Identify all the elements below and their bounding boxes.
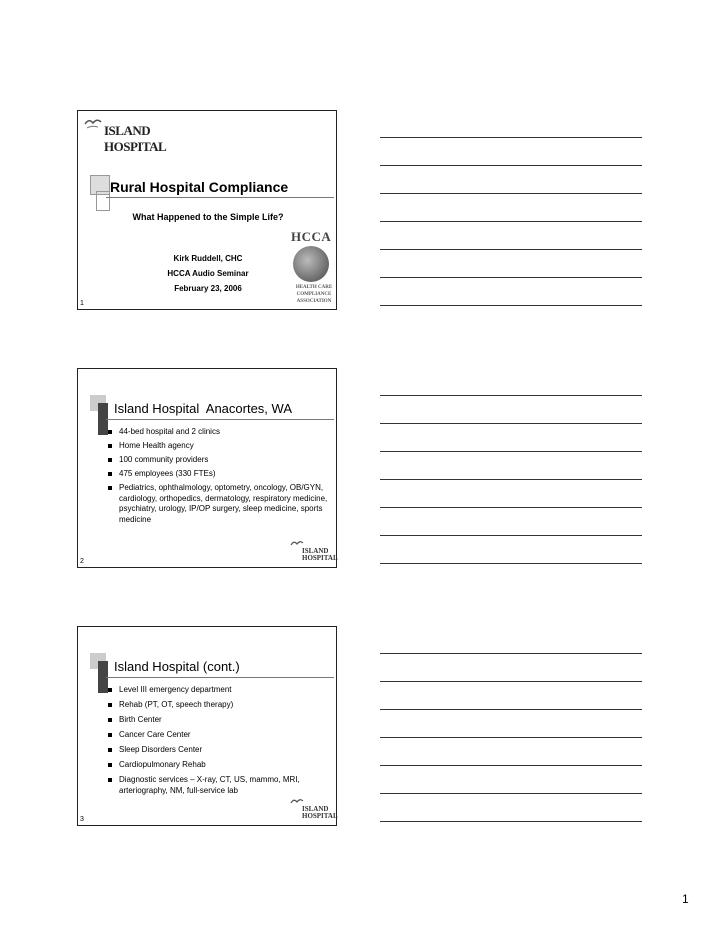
title-divider	[106, 197, 334, 198]
notes-line	[380, 193, 642, 194]
bullet-list	[108, 685, 333, 801]
title-divider	[106, 419, 334, 420]
logo-text: ISLAND HOSPITAL	[104, 123, 167, 154]
island-hospital-logo	[290, 797, 338, 823]
title-divider	[106, 677, 334, 678]
presenter-event: HCCA Audio Seminar	[167, 269, 249, 278]
notes-line	[380, 395, 642, 396]
slide-subtitle: What Happened to the Simple Life?	[132, 212, 284, 222]
notes-line	[380, 277, 642, 278]
list-item: 44-bed hospital and 2 clinics	[108, 427, 333, 438]
hcca-title: HCCA	[291, 229, 332, 244]
island-hospital-logo	[84, 115, 214, 154]
notes-line	[380, 137, 642, 138]
slide-number: 2	[80, 558, 84, 565]
hcca-logo	[291, 229, 335, 309]
list-item: 475 employees (330 FTEs)	[108, 469, 333, 480]
notes-line	[380, 653, 642, 654]
notes-line	[380, 305, 642, 306]
page-number: 1	[682, 892, 689, 906]
slide-1	[77, 110, 337, 310]
notes-line	[380, 423, 642, 424]
presenter-info	[133, 251, 283, 296]
list-item: Sleep Disorders Center	[108, 745, 333, 756]
notes-line	[380, 681, 642, 682]
notes-line	[380, 563, 642, 564]
notes-line	[380, 535, 642, 536]
slide-number: 3	[80, 816, 84, 823]
list-item: Cardiopulmonary Rehab	[108, 760, 333, 771]
slide-title: Island Hospital Anacortes, WA	[114, 401, 292, 416]
bird-icon	[84, 115, 102, 136]
hcca-subtitle: HEALTH CARE COMPLIANCE ASSOCIATION	[295, 285, 333, 304]
list-item: Diagnostic services – X-ray, CT, US, mammo, MRI, arteriography, NM, full-service lab	[108, 775, 333, 796]
logo-text: ISLAND HOSPITAL	[302, 805, 338, 820]
notes-line	[380, 479, 642, 480]
list-item: Level III emergency department	[108, 685, 333, 696]
notes-line	[380, 249, 642, 250]
notes-line	[380, 221, 642, 222]
slide-2	[77, 368, 337, 568]
list-item: Cancer Care Center	[108, 730, 333, 741]
list-item: Birth Center	[108, 715, 333, 726]
list-item: Pediatrics, ophthalmology, optometry, oncology, OB/GYN, cardiology, orthopedics, dermatology, respiratory medicine, psychiatry, urology, IP/OP surgery, sleep medicine, sports medicine	[108, 483, 333, 525]
globe-icon	[293, 246, 329, 282]
slide-title: Rural Hospital Compliance	[110, 179, 289, 195]
presenter-name: Kirk Ruddell, CHC	[173, 254, 243, 263]
notes-line	[380, 821, 642, 822]
slide-3	[77, 626, 337, 826]
list-item: Rehab (PT, OT, speech therapy)	[108, 700, 333, 711]
island-hospital-logo	[290, 539, 338, 565]
notes-line	[380, 765, 642, 766]
notes-line	[380, 451, 642, 452]
title-decoration	[90, 175, 110, 213]
list-item: 100 community providers	[108, 455, 333, 466]
notes-line	[380, 165, 642, 166]
notes-line	[380, 737, 642, 738]
slide-number: 1	[80, 300, 84, 307]
notes-line	[380, 709, 642, 710]
notes-line	[380, 793, 642, 794]
slide-title: Island Hospital (cont.)	[114, 659, 240, 674]
presenter-date: February 23, 2006	[174, 284, 242, 293]
notes-line	[380, 507, 642, 508]
list-item: Home Health agency	[108, 441, 333, 452]
bullet-list	[108, 427, 333, 529]
logo-text: ISLAND HOSPITAL	[302, 547, 338, 562]
